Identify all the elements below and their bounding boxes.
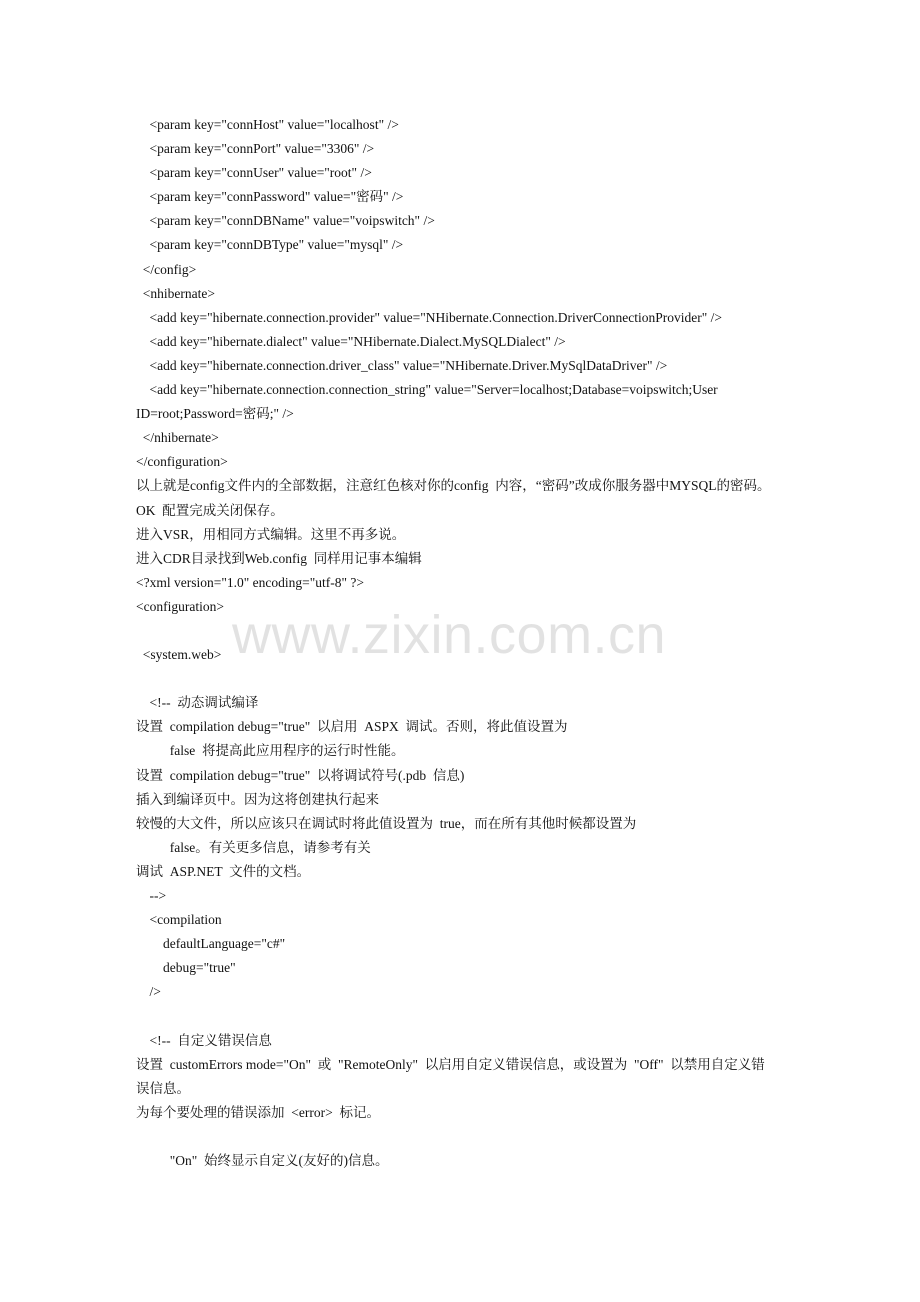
document-line: <add key="hibernate.connection.provider" value="NHibernate.Connection.DriverConnectionProvider" /> [136,309,722,325]
document-line: <param key="connUser" value="root" /> [136,165,372,181]
document-line: debug="true" [136,960,236,976]
document-line: ID=root;Password=密码;" /> [136,406,294,422]
document-line: 误信息。 [136,1080,190,1096]
document-line: 调试 ASP.NET 文件的文档。 [136,863,311,879]
document-line: <add key="hibernate.connection.connection_string" value="Server=localhost;Database=voipswitch;User [136,382,718,398]
document-line: <nhibernate> [136,285,215,301]
document-line: --> [136,888,167,903]
document-line: <param key="connPassword" value="密码" /> [136,189,404,205]
document-line: <configuration> [136,598,224,614]
document-line [136,667,796,691]
document-line: OK 配置完成关闭保存。 [136,502,284,518]
document-line: 插入到编译页中。因为这将创建执行起来 [136,791,379,807]
document-line: <compilation [136,912,222,928]
document-line: defaultLanguage="c#" [136,936,286,952]
document-line: <system.web> [136,647,222,663]
document-line [136,1125,796,1149]
document-line: <param key="connPort" value="3306" /> [136,141,375,157]
document-line [136,619,796,643]
document-line: <param key="connDBType" value="mysql" /> [136,237,404,253]
document-line: "On" 始终显示自定义(友好的)信息。 [136,1153,389,1169]
document-line: 进入CDR目录找到Web.config 同样用记事本编辑 [136,550,422,566]
document-line: <!-- 动态调试编译 [136,695,259,711]
document-line: <add key="hibernate.connection.driver_class" value="NHibernate.Driver.MySqlDataDriver" /> [136,357,668,373]
document-line: <param key="connDBName" value="voipswitch" /> [136,213,435,229]
watermark: www.zixin.com.cn [232,605,667,665]
document-line: 设置 compilation debug="true" 以将调试符号(.pdb 信息) [136,767,465,783]
document-line: <add key="hibernate.dialect" value="NHibernate.Dialect.MySQLDialect" /> [136,333,566,349]
document-line: 设置 compilation debug="true" 以启用 ASPX 调试。否则，将此值设置为 [136,719,568,735]
document-line: <!-- 自定义错误信息 [136,1032,272,1048]
document-line: false 将提高此应用程序的运行时性能。 [136,743,405,759]
document-line: 为每个要处理的错误添加 <error> 标记。 [136,1104,380,1120]
document-line: </configuration> [136,454,228,470]
document-line: 较慢的大文件，所以应该只在调试时将此值设置为 true，而在所有其他时候都设置为 [136,815,637,831]
document-body [136,113,796,1173]
document-line: 进入VSR，用相同方式编辑。这里不再多说。 [136,526,406,542]
document-line: </config> [136,261,197,277]
document-line: </nhibernate> [136,430,219,446]
document-line [136,1004,796,1028]
document-line: <param key="connHost" value="localhost" /> [136,117,399,132]
document-line: false。有关更多信息，请参考有关 [136,839,371,855]
document-line: 以上就是config文件内的全部数据，注意红色核对你的config 内容，“密码”改成你服务器中MYSQL的密码。 [136,478,771,494]
document-line: /> [136,984,161,1000]
document-line: <?xml version="1.0" encoding="utf-8" ?> [136,574,364,590]
document-line: 设置 customErrors mode="On" 或 "RemoteOnly" 以启用自定义错误信息，或设置为 "Off" 以禁用自定义错 [136,1056,765,1072]
